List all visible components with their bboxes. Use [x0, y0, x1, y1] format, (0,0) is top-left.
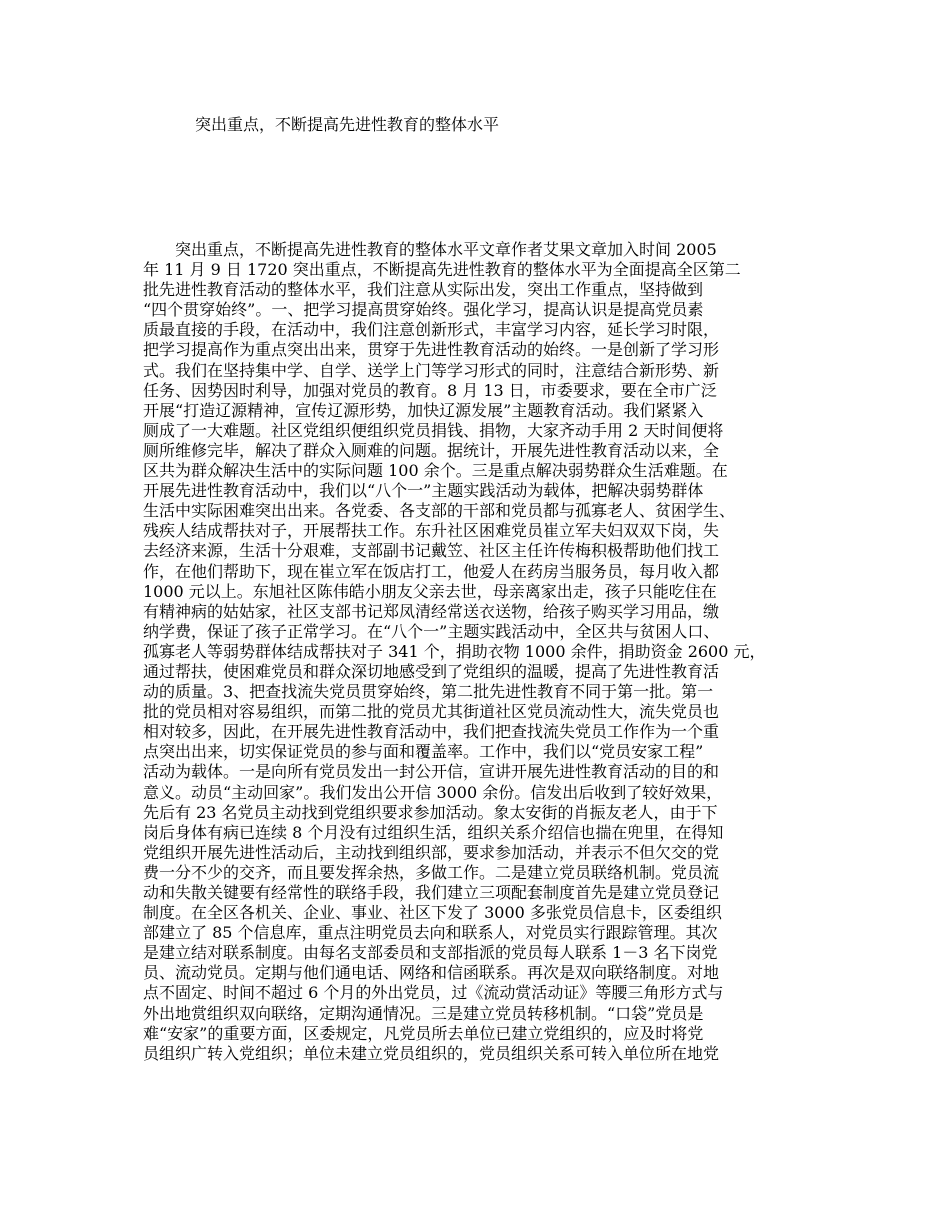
document-title: 突出重点，不断提高先进性教育的整体水平	[195, 115, 500, 134]
body-text-line: 年 11 月 9 日 1720 突出重点，不断提高先进性教育的整体水平为全面提高全区第二	[143, 260, 741, 280]
body-text-line: 通过帮扶，使困难党员和群众深切地感受到了党组织的温暖，提高了先进性教育活	[143, 661, 720, 681]
document-body	[143, 240, 821, 1064]
body-text-line: 去经济来源，生活十分艰难，支部副书记戴笠、社区主任许传梅积极帮助他们找工	[143, 541, 720, 561]
body-text-line: 把学习提高作为重点突出出来，贯穿于先进性教育活动的始终。一是创新了学习形	[143, 340, 720, 360]
body-text-line: 意义。动员“主动回家”。我们发出公开信 3000 余份。信发出后收到了较好效果，	[143, 782, 723, 802]
body-text-line: 批的党员相对容易组织，而第二批的党员尤其街道社区党员流动性大，流失党员也	[143, 702, 720, 722]
body-text-line: 有精神病的姑姑家，社区支部书记郑凤清经常送衣送物，给孩子购买学习用品，缴	[143, 601, 720, 621]
body-text-line: 费一分不少的交齐，而且要发挥余热，多做工作。二是建立党员联络机制。党员流	[143, 862, 720, 882]
body-text-line: 厕所维修完毕，解决了群众入厕难的问题。据统计，开展先进性教育活动以来，全	[143, 440, 720, 460]
body-text-line: 先后有 23 名党员主动找到党组织要求参加活动。象太安街的肖振友老人，由于下	[143, 802, 718, 822]
body-text-line: 生活中实际困难突出出来。各党委、各支部的干部和党员都与孤寡老人、贫困学生、	[143, 501, 736, 521]
body-text-line: 任务、因势因时利导，加强对党员的教育。8 月 13 日，市委要求，要在全市广泛	[143, 380, 717, 400]
body-text-line: 开展“打造辽源精神，宣传辽源形势，加快辽源发展”主题教育活动。我们紧紧入	[143, 400, 704, 420]
body-text-line: 区共为群众解决生活中的实际问题 100 余个。三是重点解决弱势群众生活难题。在	[143, 461, 728, 481]
body-text-line: 员、流动党员。定期与他们通电话、网络和信函联系。再次是双向联络制度。对地	[143, 963, 720, 983]
body-text-line: 作，在他们帮助下，现在崔立军在饭店打工，他爱人在药房当服务员，每月收入都	[143, 561, 720, 581]
body-text-line: 突出重点，不断提高先进性教育的整体水平文章作者艾果文章加入时间 2005	[143, 240, 717, 259]
body-text-line: 难“安家”的重要方面，区委规定，凡党员所去单位已建立党组织的，应及时将党	[143, 1023, 704, 1043]
body-text-line: 党组织开展先进性活动后，主动找到组织部，要求参加活动，并表示不但欠交的党	[143, 842, 720, 862]
body-text-line: “四个贯穿始终”。一、把学习提高贯穿始终。强化学习，提高认识是提高党员素	[143, 300, 704, 320]
body-text-line: 点突出出来，切实保证党员的参与面和覆盖率。工作中，我们以“党员安家工程”	[143, 742, 704, 762]
body-text-line: 部建立了 85 个信息库，重点注明党员去向和联系人，对党员实行跟踪管理。其次	[143, 923, 718, 943]
body-text-line: 孤寡老人等弱势群体结成帮扶对子 341 个，捐助衣物 1000 余件，捐助资金 2600 元，	[143, 641, 766, 661]
body-text-line: 质最直接的手段，在活动中，我们注意创新形式，丰富学习内容，延长学习时限，	[143, 320, 720, 340]
body-text-line: 残疾人结成帮扶对子，开展帮扶工作。东升社区困难党员崔立军夫妇双双下岗，失	[143, 521, 720, 541]
body-text-line: 纳学费，保证了孩子正常学习。在“八个一”主题实践活动中，全区共与贫困人口、	[143, 621, 720, 641]
body-text-line: 批先进性教育活动的整体水平，我们注意从实际出发，突出工作重点，坚持做到	[143, 280, 704, 300]
body-text-line: 1000 元以上。东旭社区陈伟皓小朋友父亲去世，母亲离家出走，孩子只能吃住在	[143, 581, 717, 601]
body-text-line: 式。我们在坚持集中学、自学、送学上门等学习形式的同时，注意结合新形势、新	[143, 360, 720, 380]
body-text-line: 岗后身体有病已连续 8 个月没有过组织生活，组织关系介绍信也揣在兜里，在得知	[143, 822, 724, 842]
body-text-line: 活动为载体。一是向所有党员发出一封公开信，宣讲开展先进性教育活动的目的和	[143, 762, 720, 782]
body-text-line: 外出地赏组织双向联络，定期沟通情况。三是建立党员转移机制。“口袋”党员是	[143, 1003, 704, 1023]
body-text-line: 动和失散关键要有经常性的联络手段，我们建立三项配套制度首先是建立党员登记	[143, 883, 720, 902]
body-text-line: 制度。在全区各机关、企业、事业、社区下发了 3000 多张党员信息卡，区委组织	[143, 903, 722, 923]
body-text-line: 开展先进性教育活动中，我们以“八个一”主题实践活动为载体，把解决弱势群体	[143, 481, 704, 501]
body-text-line: 厕成了一大难题。社区党组织便组织党员捐钱、捐物，大家齐动手用 2 天时间便将	[143, 420, 724, 440]
body-text-line: 是建立结对联系制度。由每名支部委员和支部指派的党员每人联系 1－3 名下岗党	[143, 943, 718, 963]
body-text-line: 相对较多，因此，在开展先进性教育活动中，我们把查找流失党员工作作为一个重	[143, 722, 720, 742]
body-text-line: 员组织广转入党组织；单位未建立党员组织的，党员组织关系可转入单位所在地党	[143, 1043, 720, 1063]
body-text-line: 动的质量。3、把查找流失党员贯穿始终，第二批先进性教育不同于第一批。第一	[143, 682, 714, 702]
body-text-line: 点不固定、时间不超过 6 个月的外出党员，过《流动赏活动证》等腰三角形方式与	[143, 983, 724, 1003]
